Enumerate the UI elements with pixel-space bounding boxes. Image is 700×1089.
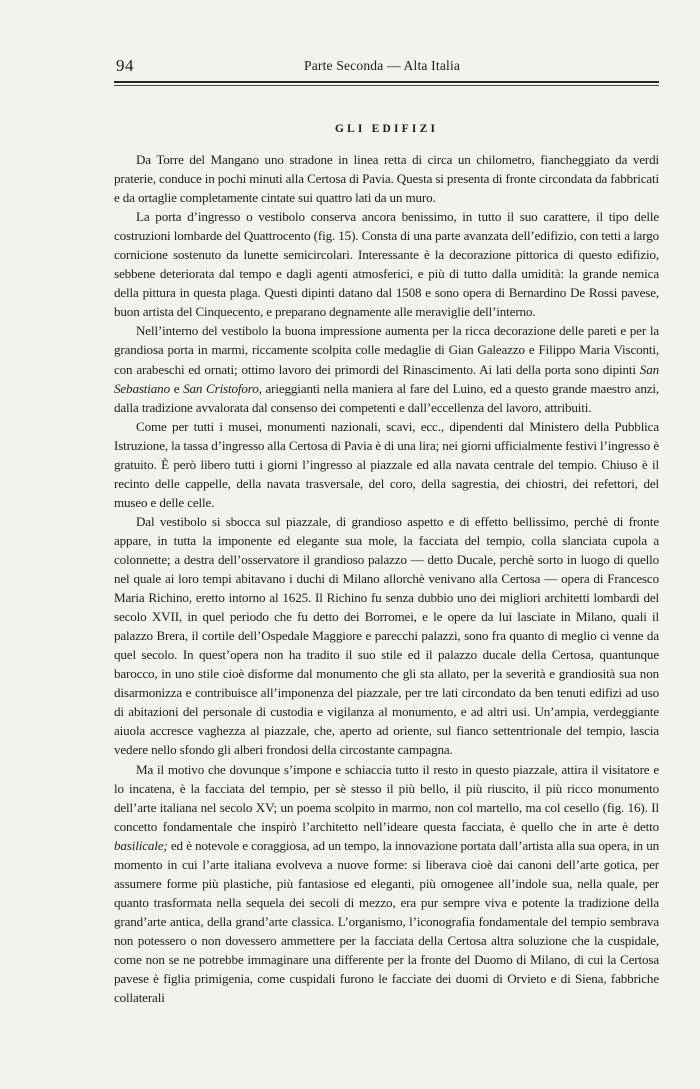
section-title: GLI EDIFIZI [334,123,439,135]
header-rule-thin [114,85,659,86]
header-rule [114,81,659,83]
paragraph: Da Torre del Mangano uno stradone in linea retta di circa un chilometro, fiancheggiato da verdi praterie, conduce in pochi minuti alla Certosa di Pavia. Questa si presenta di fronte circondata da fabbricati e da ortaglie completamente cintate sui quattro lati da un muro. [114,152,659,206]
running-head [114,52,659,82]
page-number: 94 [116,56,134,75]
italic-title: basilicale; [114,837,168,853]
italic-title: San Sebastiano [114,361,659,396]
paragraph: Ma il motivo che dovunque s’impone e schiaccia tutto il resto in questo piazzale, attira il visitatore e lo incatena, è la facciata del tempio, per sè stesso il più bello, il più riuscito, il più ricco monumento dell’arte italiana nel secolo XV; un poema scolpito in marmo, non col martello, ma col cesello (fig. 16). Il concetto fondamentale che inspirò l’architetto nell’ideare questa facciata, è quello che in arte è detto basilicale; ed è notevole e coraggiosa, ad un tempo, la innovazione portata dall’artista alla sua opera, in un momento in cui l’arte italiana evolveva a nuove forme: si liberava cioè dai canoni dell’arte gotica, per assumere forme più plastiche, più fantasiose ed eleganti, più omogenee all’indole sua, nella quale, per quanto trasformata nella sequela dei secoli di mezzo, era pur sempre viva e potente la tradizione della grand’arte antica, della grand’arte classica. L’organismo, l’iconografia fondamentale del tempio sembrava non potessero o non dovessero ammettere per la facciata della Certosa altra soluzione che la cuspidale, come non se ne potrebbe immaginare una differente per la fronte del Duomo di Milano, di cui la Certosa pavese è figlia primigenia, come cuspidali furono le facciate dei duomi di Orvieto e di Siena, fabbriche collaterali [114,761,659,1006]
body-text [114,150,659,1007]
paragraph: La porta d’ingresso o vestibolo conserva ancora benissimo, in tutto il suo carattere, il tipo delle costruzioni lombarde del Quattrocento (fig. 15). Consta di una parte avanzata dell’edifizio, con tetti a largo cornicione sostenuto da lunette semicircolari. Interessante è la decorazione pittorica di questo edifizio, sebbene deteriorata dal tempo e dagli agenti atmosferici, e più di tutto dalla umidità: la grande nemica della pittura in questa plaga. Questi dipinti datano dal 1508 e sono opera di Bernardino De Rossi pavese, buon artista del Cinquecento, e preparano degnamente alle meraviglie dell’interno. [114,209,659,320]
paragraph: Nell’interno del vestibolo la buona impressione aumenta per la ricca decorazione delle pareti e per la grandiosa porta in marmi, riccamente scolpita colle medaglie di Gian Galeazzo e Filippo Maria Visconti, con arabeschi ed ornati; ottimo lavoro dei primordi del Rinascimento. Ai lati della porta sono dipinti San Sebastiano e San Cristoforo, arieggianti nella maniera al fare del Luino, ed a questo grande maestro anzi, dalla tradizione avvalorata dal consenso dei competenti e dall’eccellenza del lavoro, attribuiti. [114,323,659,415]
running-title: Parte Seconda — Alta Italia [304,58,461,73]
paragraph: Come per tutti i musei, monumenti nazionali, scavi, ecc., dipendenti dal Ministero della Pubblica Istruzione, la tassa d’ingresso alla Certosa di Pavia è di una lira; nei giorni ufficialmente festivi l’ingresso è gratuito. È però libero tutti i giorni l’ingresso al piazzale ed alla navata centrale del tempio. Chiuso è il recinto delle cappelle, della navata trasversale, del coro, della sagrestia, dei chiostri, dei refettori, del museo e delle celle. [114,418,659,510]
italic-title: San Cristoforo [183,380,259,396]
paragraph: Dal vestibolo si sbocca sul piazzale, di grandioso aspetto e di effetto bellissimo, perchè di fronte appare, in tutta la imponente ed elegante sua mole, la facciata del tempio, colla slanciata cupola a colonnette; a destra dell’osservatore il grandioso palazzo — detto Ducale, perchè sorto in luogo di quello nel quale ai loro tempi abitavano i duchi di Milano allorchè venivano alla Certosa — opera di Francesco Maria Richino, eretto intorno al 1625. Il Richino fu senza dubbio uno dei migliori architetti lombardi del secolo XVII, in quel periodo che fu detto dei Borromei, e le opere da lui lasciate in Milano, quali il palazzo Brera, il cortile dell’Ospedale Maggiore e parecchi palazzi, sono fra quanto di meglio ci venne da quel secolo. In quest’opera non ha tradito il suo stile ed il palazzo ducale della Certosa, quantunque barocco, in uno stile cioè disforme dal monumento che gli sta allato, per la severità e grandiosità sua non disarmonizza e contribuisce all’imponenza del piazzale, per tre lati circondato da ben tenuti edifizi ad uso di abitazioni del personale di custodia e vigilanza al monumento, e ad altri usi. Un’ampia, verdeggiante aiuola accresce vaghezza al piazzale, che, aperto ad oriente, sul fianco settentrionale del tempio, lascia vedere nello sfondo gli alberi frondosi della circostante campagna. [114,513,659,758]
